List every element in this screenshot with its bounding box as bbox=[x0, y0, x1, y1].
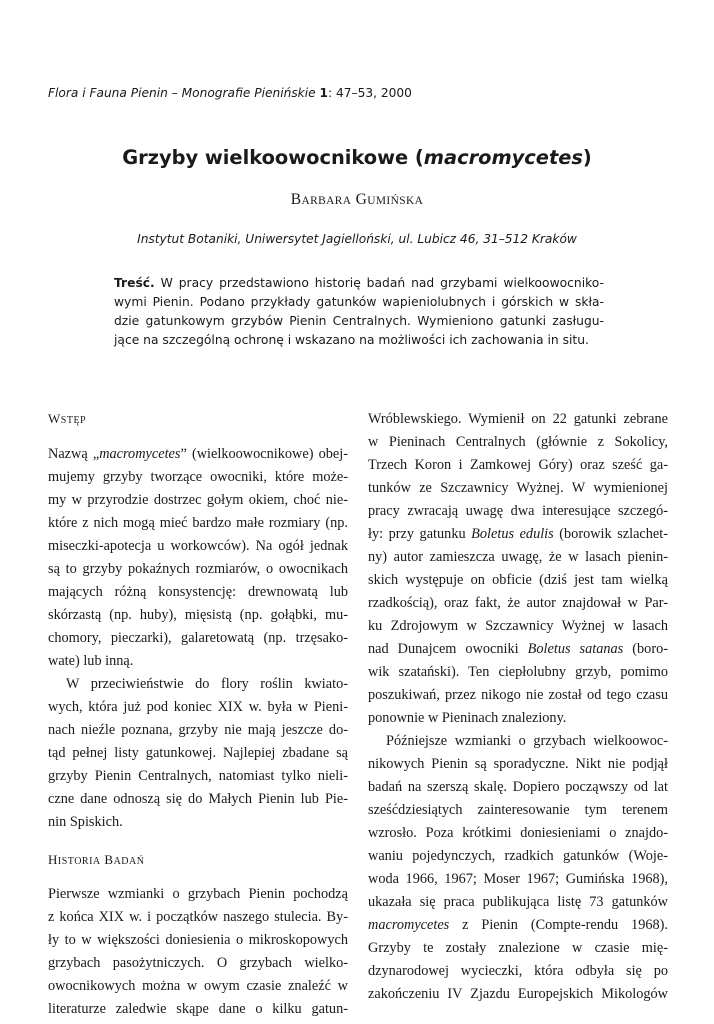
text-italic: macromycetes bbox=[368, 917, 450, 933]
abstract-text: W pracy przedstawiono historię badań nad grzybami wielkoowocniko- bbox=[154, 276, 604, 290]
text-line: nikowych Pienin są sporadyczne. Nikt nie podjął bbox=[368, 756, 668, 772]
abstract-label: Treść. bbox=[114, 276, 155, 290]
text-line: które z nich mogą mieć bardzo małe rozmiary (np. bbox=[48, 515, 348, 531]
article-title bbox=[0, 146, 714, 169]
text-italic: Boletus edulis bbox=[471, 526, 554, 542]
abstract-line bbox=[114, 274, 604, 293]
text-line: Późniejsze wzmianki o grzybach wielkoowoc- bbox=[386, 733, 668, 749]
text-line: ły to w większości doniesienia o mikroskopowych bbox=[48, 932, 348, 948]
text-line: nin Spiskich. bbox=[48, 814, 123, 830]
text-line: literaturze zaledwie skąpe dane o kilku gatun- bbox=[48, 1001, 348, 1017]
text-line bbox=[368, 526, 668, 543]
text-line: ponownie w Pieninach znaleziony. bbox=[368, 710, 567, 726]
author-first-initial: B bbox=[290, 191, 302, 208]
abstract bbox=[114, 274, 604, 350]
text-line: rzadkością), oraz fakt, że autor znajdował w Par- bbox=[368, 595, 668, 611]
author-first-rest: ARBARA bbox=[301, 195, 352, 207]
text-line: pracy zwracają uwagę dwa interesujące szczegó- bbox=[368, 503, 668, 519]
text-fragment: ” (wielkoowocnikowe) obej- bbox=[180, 446, 348, 462]
text-line: waniu pojedynczych, rzadkich gatunków (Woje- bbox=[368, 848, 668, 864]
text-line: są to grzyby pokaźnych rozmiarów, o owocnikach bbox=[48, 561, 348, 577]
text-fragment: (borowik szlachet- bbox=[553, 526, 669, 542]
text-italic: Boletus satanas bbox=[527, 641, 624, 657]
text-line: badań na szerszą skalę. Dopiero począwszy od lat bbox=[368, 779, 668, 795]
text-line: Pierwsze wzmianki o grzybach Pienin pochodzą bbox=[48, 886, 348, 902]
text-line: grzyby Pienin Centralnych, natomiast tylko nieli- bbox=[48, 768, 348, 784]
title-close: ) bbox=[582, 146, 592, 169]
text-line: dzynarodowej wycieczki, która odbyła się po bbox=[368, 963, 668, 979]
text-line bbox=[368, 641, 668, 658]
text-line: owocnikowych można w owym czasie znaleźć w bbox=[48, 978, 348, 994]
text-line: sześćdziesiątych zainteresowanie tym terenem bbox=[368, 802, 668, 818]
title-main: Grzyby wielkoowocnikowe ( bbox=[122, 146, 424, 169]
text-line: poszukiwań, przez nikogo nie został od tego czasu bbox=[368, 687, 668, 703]
text-fragment: (borо- bbox=[623, 641, 668, 657]
text-line: zakończeniu IV Zjazdu Europejskich Mikologów bbox=[368, 986, 668, 1002]
text-italic: macromycetes bbox=[99, 446, 181, 462]
text-line: nach nieźle poznana, grzyby nie mają jeszcze do- bbox=[48, 722, 348, 738]
abstract-line: dzie gatunkowym grzybów Pienin Centralnych. Wymieniono gatunki zasługu- bbox=[114, 314, 604, 328]
heading-initial: B bbox=[104, 852, 114, 867]
abstract-line: wymi Pienin. Podano przykłady gatunków wapieniolubnych i górskich w skła- bbox=[114, 295, 604, 309]
heading-initial: W bbox=[48, 411, 61, 426]
text-line: wzrosło. Poza krótkimi doniesieniami o znajdo- bbox=[368, 825, 668, 841]
text-line bbox=[48, 446, 348, 463]
text-line bbox=[368, 917, 668, 934]
text-line: w Pieninach Centralnych (głównie z Sokolicy, bbox=[368, 434, 668, 450]
author-affiliation: Instytut Botaniki, Uniwersytet Jagielloński, ul. Lubicz 46, 31–512 Kraków bbox=[137, 232, 577, 246]
text-line: ku Zdrojowym w Szczawnicy Wyżnej w lasach bbox=[368, 618, 668, 634]
text-line: miseczki-apotecja u workowców). Na ogół jednak bbox=[48, 538, 348, 554]
text-line: chomory, pieczarki), galaretowatą (np. trzęsako- bbox=[48, 630, 348, 646]
text-line: ukazała się praca publikująca listę 73 gatunków bbox=[368, 894, 668, 910]
text-line: grzybach pasożytniczych. O grzybach wielko- bbox=[48, 955, 348, 971]
abstract-line: jące na szczególną ochronę i wskazano na możliwości ich zachowania in situ. bbox=[114, 333, 589, 347]
text-line: wik szatański). Ten ciepłolubny grzyb, pomimo bbox=[368, 664, 668, 680]
heading-rest: ADAŃ bbox=[113, 856, 145, 867]
heading-rest: STĘP bbox=[60, 415, 87, 426]
heading-rest: ISTORIA bbox=[57, 856, 101, 867]
journal-citation bbox=[48, 86, 412, 100]
author-last-initial: G bbox=[355, 191, 368, 208]
author-name bbox=[0, 191, 714, 209]
text-line: wate) lub inną. bbox=[48, 653, 134, 669]
text-line: ny) autor zamieszcza uwagę, że w lasach pienin- bbox=[368, 549, 668, 565]
text-line: W przeciwieństwie do flory roślin kwiato- bbox=[66, 676, 348, 692]
section-heading-wstep bbox=[48, 411, 86, 427]
text-fragment: z Pienin (Compte-rendu 1968). bbox=[449, 917, 668, 933]
text-line: Grzyby te zostały znalezione w czasie mię- bbox=[368, 940, 668, 956]
text-fragment: Nazwą „ bbox=[48, 446, 100, 462]
text-line: wych, która już pod koniec XIX w. była w Pieni- bbox=[48, 699, 348, 715]
title-italic: macromycetes bbox=[423, 146, 583, 169]
text-line: skórzastą (np. huby), mięsistą (np. gołąbki, mu- bbox=[48, 607, 348, 623]
section-heading-historia bbox=[48, 852, 144, 868]
journal-volume: 1 bbox=[319, 86, 328, 100]
author-last-rest: UMIŃSKA bbox=[367, 195, 424, 207]
text-line: z końca XIX w. i początków naszego stulecia. By- bbox=[48, 909, 348, 925]
text-line: mujemy grzyby tworzące owocniki, które może- bbox=[48, 469, 348, 485]
text-line: woda 1966, 1967; Moser 1967; Gumińska 1968), bbox=[368, 871, 668, 887]
text-line: Trzech Koron i Zamkowej Góry) oraz sześć ga- bbox=[368, 457, 668, 473]
text-line: czne dane odnoszą się do Małych Pienin lub Pie- bbox=[48, 791, 348, 807]
heading-initial: H bbox=[48, 852, 58, 867]
text-line: mających różną konsystencję: drewnowatą lub bbox=[48, 584, 348, 600]
text-fragment: ły: przy gatunku bbox=[368, 526, 472, 542]
text-line: skich występuje on obficie (dziś jest tam wielką bbox=[368, 572, 668, 588]
text-line: tąd pełnej listy gatunkowej. Najlepiej zbadane są bbox=[48, 745, 348, 761]
journal-series: Flora i Fauna Pienin – Monografie Pienińskie bbox=[48, 86, 316, 100]
text-line: my w przyrodzie dostrzec gołym okiem, choć nie- bbox=[48, 492, 348, 508]
text-fragment: nad Dunajcem owocniki bbox=[368, 641, 528, 657]
text-line: Wróblewskiego. Wymienił on 22 gatunki zebrane bbox=[368, 411, 668, 427]
journal-pages-year: : 47–53, 2000 bbox=[327, 86, 412, 100]
text-line: tunków ze Szczawnicy Wyżnej. W wymienionej bbox=[368, 480, 668, 496]
